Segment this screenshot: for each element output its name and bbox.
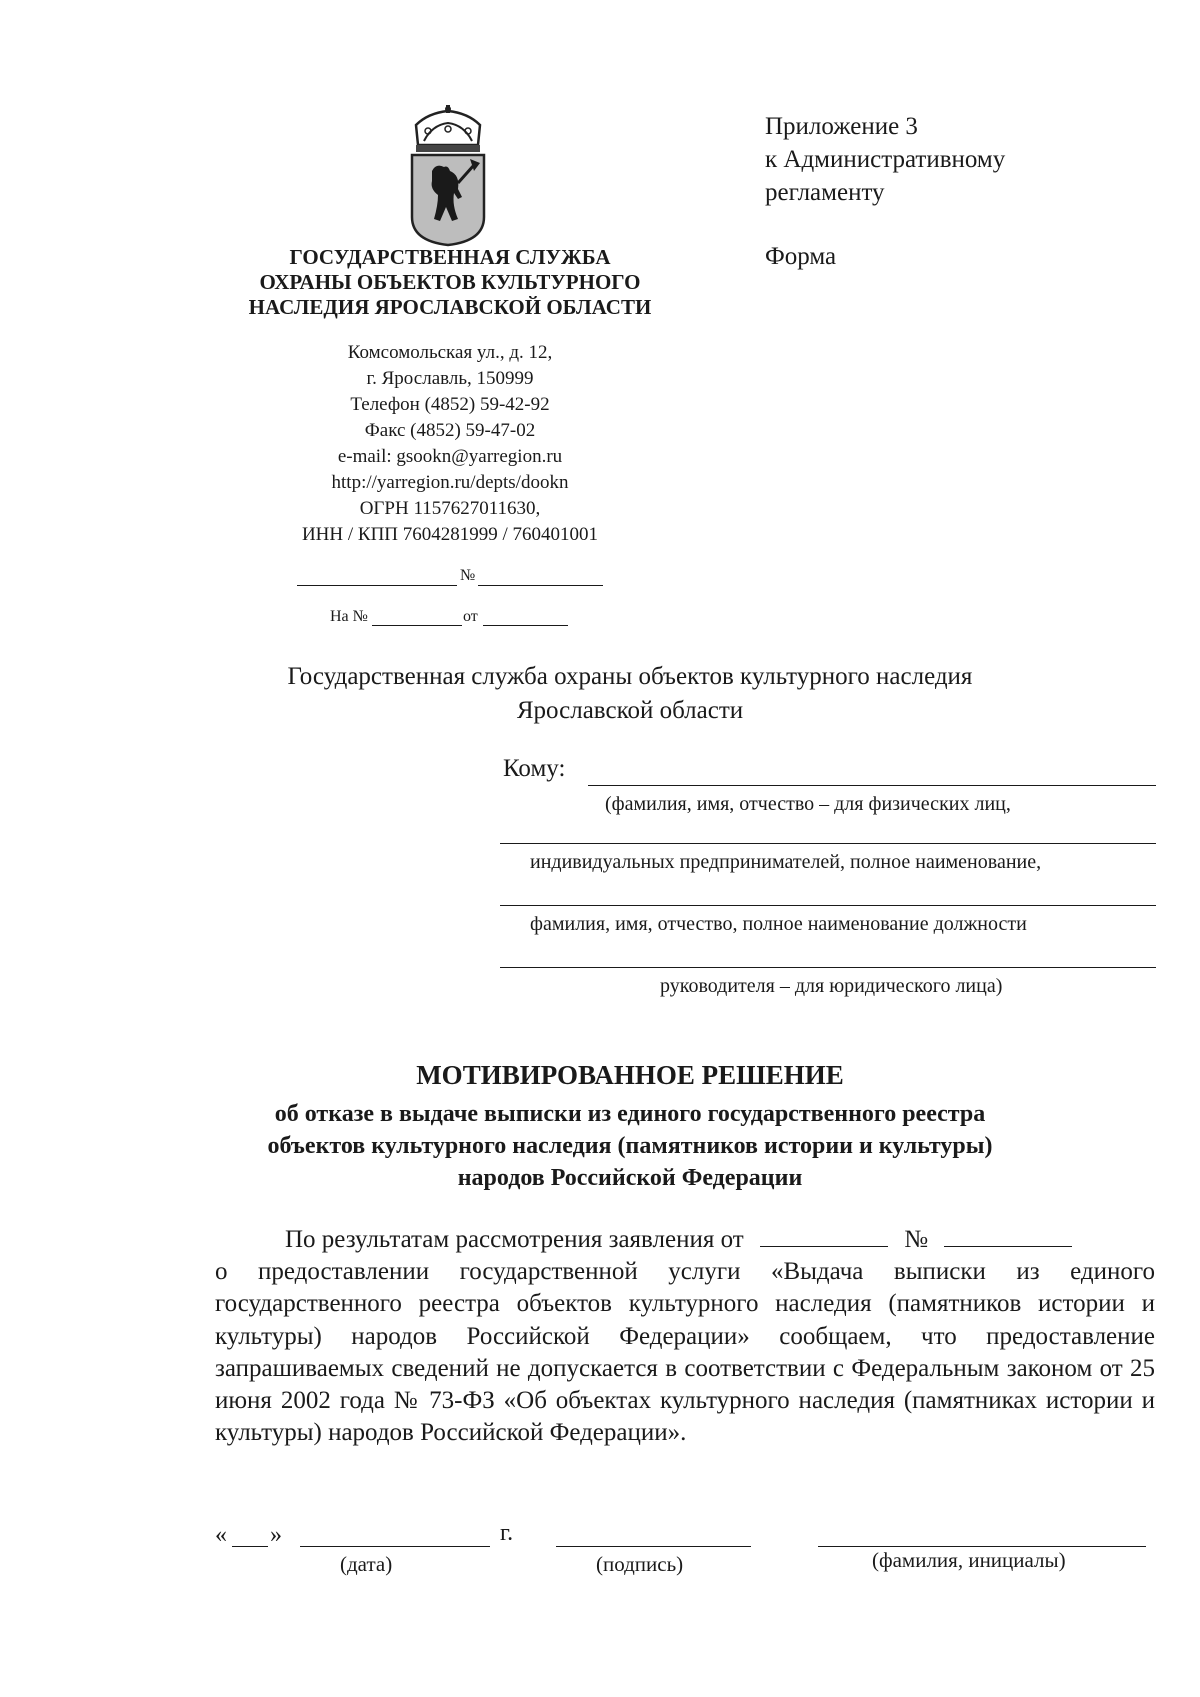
recipient-line-3 (500, 905, 1156, 906)
reply-from-label: от (463, 608, 478, 625)
service-name (180, 660, 1080, 728)
appendix-line-3: регламенту (765, 179, 885, 206)
contact-inn-kpp: ИНН / КПП 7604281999 / 760401001 (301, 524, 599, 545)
outgoing-number-sign: № (460, 567, 476, 584)
contact-phone: Телефон (4852) 59-42-92 (350, 394, 550, 415)
application-date-blank (760, 1226, 888, 1247)
contact-city: г. Ярославль, 150999 (366, 368, 534, 389)
document-body (215, 1224, 1155, 1449)
reply-from-date-line (483, 625, 568, 626)
document-subtitle (180, 1098, 1080, 1194)
contact-address: Комсомольская ул., д. 12, (347, 342, 553, 363)
day-blank (232, 1546, 268, 1547)
organization-title-line-3: НАСЛЕДИЯ ЯРОСЛАВСКОЙ ОБЛАСТИ (248, 295, 652, 319)
contact-website: http://yarregion.ru/depts/dookn (331, 472, 569, 493)
name-hint: (фамилия, инициалы) (872, 1548, 1066, 1572)
document-title: МОТИВИРОВАННОЕ РЕШЕНИЕ (416, 1060, 844, 1090)
date-quote-open: « (215, 1522, 227, 1548)
contact-ogrn: ОГРН 1157627011630, (359, 498, 541, 519)
recipient-line-1 (588, 785, 1156, 786)
contact-fax: Факс (4852) 59-47-02 (364, 420, 536, 441)
recipient-label: Кому: (503, 755, 566, 782)
coat-of-arms-emblem (408, 105, 488, 247)
body-rest-text: о предоставлении государственной услуги «Выдача выписки из единого государственного реестра объектов культурного наследия (памятников истории и культуры) народов Российской Федерации» сообщаем, что предоставление запрашиваемых сведений не допускается в соответствии с Федеральным законом от 25 июня 2002 года № 73-ФЗ «Об объектах культурного наследия (памятниках истории и культуры) народов Российской Федерации». (215, 1258, 1155, 1447)
document-subtitle-line-3: народов Российской Федерации (457, 1165, 803, 1191)
appendix-block (765, 110, 1005, 209)
body-number-sign: № (904, 1226, 929, 1253)
service-name-line-2: Ярославской области (516, 697, 744, 724)
recipient-hint-4: руководителя – для юридического лица) (660, 975, 1003, 997)
outgoing-date-line (297, 585, 457, 586)
recipient-line-2 (500, 843, 1156, 844)
document-subtitle-line-2: объектов культурного наследия (памятников истории и культуры) (267, 1133, 993, 1159)
form-label: Форма (765, 243, 837, 270)
signature-hint: (подпись) (596, 1552, 684, 1576)
reply-to-label: На № (330, 608, 368, 625)
recipient-line-4 (500, 967, 1156, 968)
reply-to-number-line (372, 625, 462, 626)
application-number-blank (944, 1226, 1072, 1247)
outgoing-number-line (478, 585, 603, 586)
month-blank (300, 1546, 490, 1547)
date-hint: (дата) (340, 1552, 393, 1576)
appendix-line-2: к Административному (765, 146, 1006, 173)
organization-title-line-2: ОХРАНЫ ОБЪЕКТОВ КУЛЬТУРНОГО (259, 270, 641, 294)
organization-title-line-1: ГОСУДАРСТВЕННАЯ СЛУЖБА (289, 245, 611, 269)
document-subtitle-line-1: об отказе в выдаче выписки из единого государственного реестра (274, 1101, 986, 1127)
body-lead-text: По результатам рассмотрения заявления от (285, 1226, 744, 1253)
appendix-line-1: Приложение 3 (765, 113, 918, 140)
service-name-line-1: Государственная служба охраны объектов культурного наследия (287, 663, 973, 690)
body-first-line (215, 1224, 1155, 1256)
date-quote-close: » (270, 1522, 282, 1548)
contact-email: e-mail: gsookn@yarregion.ru (337, 446, 563, 467)
name-blank (818, 1546, 1146, 1547)
year-suffix: г. (500, 1520, 514, 1546)
signature-blank (556, 1546, 751, 1547)
recipient-hint-1: (фамилия, имя, отчество – для физических лиц, (605, 793, 1011, 815)
recipient-hint-3: фамилия, имя, отчество, полное наименование должности (530, 913, 1027, 935)
recipient-hint-2: индивидуальных предпринимателей, полное наименование, (530, 851, 1042, 873)
organization-title (200, 245, 700, 320)
organization-contacts (240, 340, 660, 548)
